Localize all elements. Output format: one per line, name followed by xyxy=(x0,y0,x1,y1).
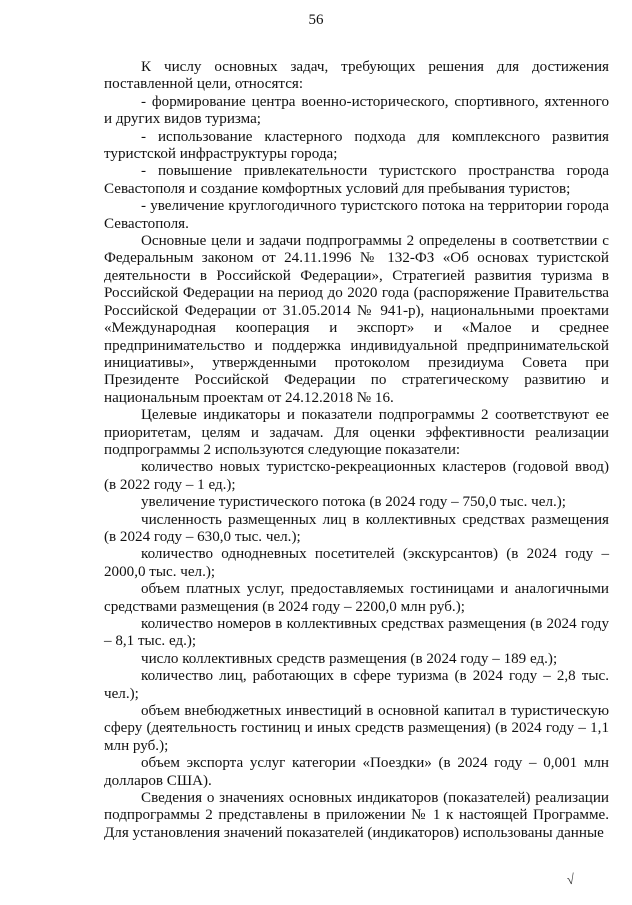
indicator-item: увеличение туристического потока (в 2024 году – 750,0 тыс. чел.); xyxy=(141,494,566,511)
document-body xyxy=(104,59,609,842)
paragraph: Сведения о значениях основных индикаторов (показателей) реализации подпрограммы 2 представлены в приложении № 1 к настоящей Программе. Для установления значений показателей (индикаторов) использованы данные xyxy=(104,790,609,841)
list-item: - формирование центра военно-исторического, спортивного, яхтенного и других видов туризма; xyxy=(104,93,609,128)
indicator-item: объем внебюджетных инвестиций в основной капитал в туристическую сферу (деятельность гостиниц и иных средств размещения) (в 2024 году – 1,1 млн руб.); xyxy=(104,703,609,754)
list-item: - повышение привлекательности туристского пространства города Севастополя и создание комфортных условий для пребывания туристов; xyxy=(104,163,609,197)
indicator-item: количество новых туристско-рекреационных кластеров (годовой ввод) (в 2022 году – 1 ед.); xyxy=(104,459,609,493)
paragraph: Целевые индикаторы и показатели подпрограммы 2 соответствуют ее приоритетам, целям и задачам. Для оценки эффективности реализации подпрограммы 2 используются следующие показатели: xyxy=(104,407,609,458)
paragraph: Основные цели и задачи подпрограммы 2 определены в соответствии с Федеральным законом от 24.11.1996 № 132-ФЗ «Об основах туристской деятельности в Российской Федерации», Стратегией развития туризма в Российской Федерации на период до 2020 года (распоряжение Правительства Российской Федерации от 31.05.2014 № 941-р), национальными проектами «Международная кооперация и экспорт» и «Малое и среднее предпринимательство и поддержка индивидуальной предпринимательской инициативы», утвержденными протоколом президиума Совета при Президенте Российской Федерации по стратегическому развитию и национальным проектам от 24.12.2018 № 16. xyxy=(104,233,609,406)
paragraph: К числу основных задач, требующих решения для достижения поставленной цели, относятся: xyxy=(104,59,609,93)
handwritten-mark: √ xyxy=(565,872,576,889)
list-item: - увеличение круглогодичного туристского потока на территории города Севастополя. xyxy=(104,198,609,232)
indicator-item: количество лиц, работающих в сфере туризма (в 2024 году – 2,8 тыс. чел.); xyxy=(104,668,609,702)
indicator-item: объем платных услуг, предоставляемых гостиницами и аналогичными средствами размещения (в 2024 году – 2200,0 млн руб.); xyxy=(104,581,609,615)
indicator-item: количество однодневных посетителей (экскурсантов) (в 2024 году – 2000,0 тыс. чел.); xyxy=(104,546,609,580)
indicator-item: количество номеров в коллективных средствах размещения (в 2024 году – 8,1 тыс. ед.); xyxy=(104,616,609,650)
indicator-item: численность размещенных лиц в коллективных средствах размещения (в 2024 году – 630,0 тыс. чел.); xyxy=(104,511,609,545)
list-item: - использование кластерного подхода для комплексного развития туристской инфраструктуры города; xyxy=(104,128,609,163)
indicator-item: число коллективных средств размещения (в 2024 году – 189 ед.); xyxy=(141,650,558,667)
page-number: 56 xyxy=(308,12,324,28)
indicator-item: объем экспорта услуг категории «Поездки» (в 2024 году – 0,001 млн долларов США). xyxy=(104,755,609,789)
